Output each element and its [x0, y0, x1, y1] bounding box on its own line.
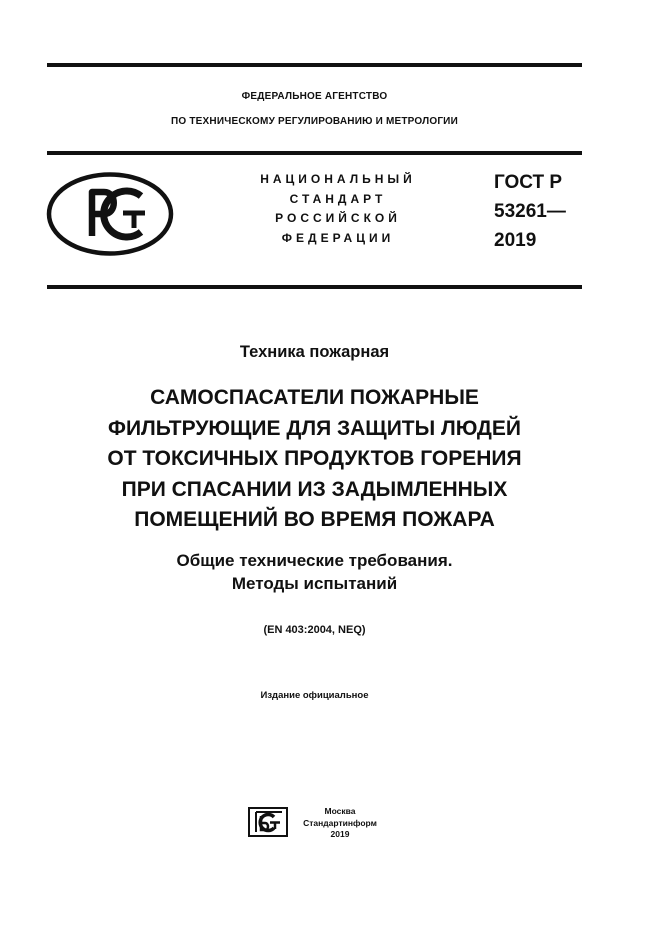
designation-line-2: 53261— — [494, 201, 566, 222]
title-line-3: ОТ ТОКСИЧНЫХ ПРОДУКТОВ ГОРЕНИЯ — [107, 447, 522, 470]
designation-line-3: 2019 — [494, 230, 537, 251]
title-line-5: ПОМЕЩЕНИЙ ВО ВРЕМЯ ПОЖАРА — [134, 508, 495, 531]
gost-r-logo-icon — [46, 172, 174, 256]
standard-line-4: ФЕДЕРАЦИИ — [281, 230, 395, 245]
publisher-city: Москва — [324, 806, 356, 816]
publisher-name: Стандартинформ — [303, 817, 377, 828]
subject-heading: Техника пожарная — [239, 343, 390, 361]
title-line-2: ФИЛЬТРУЮЩИЕ ДЛЯ ЗАЩИТЫ ЛЮДЕЙ — [108, 416, 521, 440]
document-subtitle — [47, 549, 582, 595]
designation-rule — [47, 285, 582, 289]
standard-line-3: РОССИЙСКОЙ — [275, 211, 401, 225]
publisher-year: 2019 — [330, 829, 350, 839]
top-rule — [47, 63, 582, 67]
standard-line-1: НАЦИОНАЛЬНЫЙ — [260, 172, 416, 186]
designation-line-1: ГОСТ Р — [494, 172, 563, 193]
standard-reference: (EN 403:2004, NEQ) — [263, 624, 366, 636]
document-title — [47, 383, 582, 536]
subtitle-line-1: Общие технические требования. — [176, 551, 453, 570]
agency-line-2: ПО ТЕХНИЧЕСКОМУ РЕГУЛИРОВАНИЮ И МЕТРОЛОГИИ — [171, 116, 458, 127]
subtitle-line-2: Методы испытаний — [231, 574, 398, 593]
standard-line-2: СТАНДАРТ — [289, 191, 387, 206]
standartinform-logo-icon — [248, 807, 288, 837]
national-standard-block — [238, 170, 438, 248]
title-line-4: ПРИ СПАСАНИИ ИЗ ЗАДЫМЛЕННЫХ — [121, 477, 508, 501]
edition-note: Издание официальное — [260, 690, 369, 701]
standard-designation — [494, 168, 566, 255]
agency-line-1: ФЕДЕРАЛЬНОЕ АГЕНТСТВО — [241, 91, 388, 102]
header-rule — [47, 151, 582, 155]
title-line-1: САМОСПАСАТЕЛИ ПОЖАРНЫЕ — [150, 386, 479, 409]
publisher-block — [292, 806, 388, 841]
